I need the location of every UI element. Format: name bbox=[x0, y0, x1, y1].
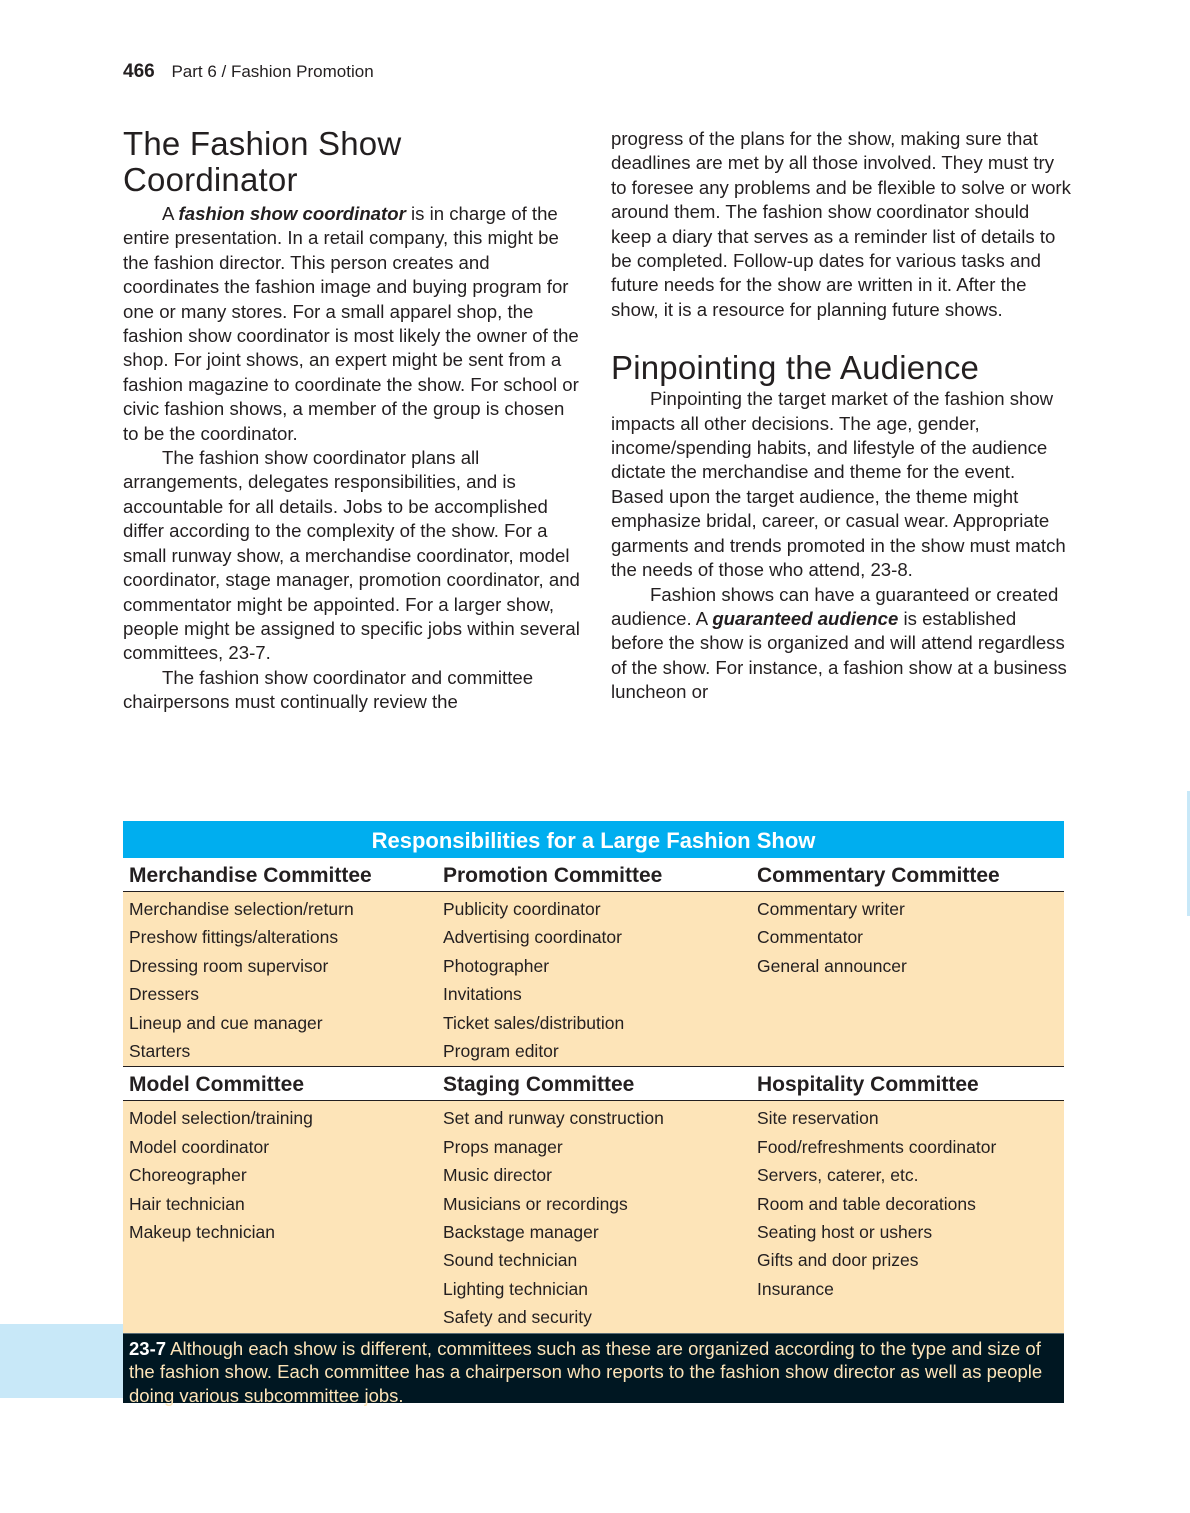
committee-body-row bbox=[123, 1101, 1064, 1332]
list-item: Dressing room supervisor bbox=[129, 955, 329, 976]
list-item: Room and table decorations bbox=[757, 1193, 976, 1214]
list-item: Photographer bbox=[443, 955, 550, 976]
list-item: Starters bbox=[129, 1041, 191, 1062]
list-item: Commentator bbox=[757, 927, 864, 948]
list-item: Safety and security bbox=[443, 1307, 592, 1328]
committee-list bbox=[437, 895, 751, 1065]
list-item: Backstage manager bbox=[443, 1222, 599, 1243]
section-title: Part 6 / Fashion Promotion bbox=[171, 62, 374, 81]
list-item: Hair technician bbox=[129, 1193, 245, 1214]
figure-23-7 bbox=[123, 821, 1064, 1406]
paragraph: The fashion show coordinator and committee chairpersons must continually review the bbox=[123, 666, 534, 713]
left-column bbox=[123, 126, 583, 715]
paragraph: The fashion show coordinator plans all arrangements, delegates responsibilities, and is accountable for all details. Jobs to be accomplished differ according to the complexity of the show. For a small runway show, a merchandise coordinator, model coordinator, stage manager, promotion coordinator, and commentator might be appointed. For a larger show, people might be assigned to specific jobs within several committees, 23-7. bbox=[123, 447, 580, 664]
committee-header: Model Committee bbox=[129, 1073, 305, 1097]
paragraph bbox=[123, 202, 583, 446]
right-column bbox=[611, 127, 1071, 705]
committee-list bbox=[751, 895, 1064, 1065]
list-item: Model selection/training bbox=[129, 1108, 313, 1129]
caption-text: Although each show is different, committees such as these are organized according to the type and size of the fashion show. Each committee has a chairperson who reports to the fashion show director as well as people doing various subcommittee jobs. bbox=[129, 1337, 1043, 1406]
committee-header-row bbox=[123, 858, 1064, 892]
committee-header-row bbox=[123, 1066, 1064, 1101]
figure-title: Responsibilities for a Large Fashion Show bbox=[123, 821, 1064, 858]
committee-header: Merchandise Committee bbox=[129, 864, 372, 887]
list-item: Lineup and cue manager bbox=[129, 1012, 323, 1033]
text: A bbox=[162, 203, 179, 224]
list-item: Props manager bbox=[443, 1136, 563, 1157]
text: is established before the show is organized and will attend regardless of the show. For instance, a fashion show at a business luncheon or bbox=[611, 607, 1067, 703]
list-item: Merchandise selection/return bbox=[129, 899, 354, 919]
list-item: Commentary writer bbox=[757, 899, 905, 919]
list-item: Food/refreshments coordinator bbox=[757, 1136, 997, 1157]
figure-caption bbox=[123, 1333, 1064, 1406]
committee-header: Staging Committee bbox=[443, 1073, 635, 1097]
paragraph: progress of the plans for the show, making sure that deadlines are met by all those involved. They must try to foresee any problems and be flexible to solve or work around them. The fashion show coordinator should keep a diary that serves as a reminder list of details to be completed. Follow-up dates for various tasks and future needs for the show are written in it. After the show, it is a resource for planning future shows. bbox=[611, 128, 1071, 320]
key-term: fashion show coordinator bbox=[178, 203, 406, 224]
committee-header: Commentary Committee bbox=[757, 864, 1000, 887]
list-item: Model coordinator bbox=[129, 1136, 270, 1157]
committee-list bbox=[123, 895, 437, 1065]
list-item: Seating host or ushers bbox=[757, 1222, 933, 1243]
paragraph bbox=[611, 583, 1071, 705]
list-item: Gifts and door prizes bbox=[757, 1250, 919, 1271]
figure-number: 23-7 bbox=[129, 1337, 167, 1359]
caption-side-tab bbox=[0, 1324, 123, 1398]
list-item: Lighting technician bbox=[443, 1278, 588, 1299]
page-number: 466 bbox=[123, 61, 155, 82]
list-item: Insurance bbox=[757, 1278, 834, 1299]
committee-list bbox=[751, 1104, 1064, 1331]
heading-pinpointing-audience: Pinpointing the Audience bbox=[611, 349, 980, 387]
text: Fashion shows can have a guaranteed or created audience. A bbox=[611, 583, 1059, 629]
list-item: Set and runway construction bbox=[443, 1108, 664, 1129]
list-item: Publicity coordinator bbox=[443, 899, 601, 919]
list-item: Makeup technician bbox=[129, 1222, 275, 1243]
committee-header: Promotion Committee bbox=[443, 864, 663, 887]
list-item: Invitations bbox=[443, 984, 522, 1005]
heading-fashion-show-coordinator: The Fashion Show Coordinator bbox=[123, 125, 402, 198]
list-item: Servers, caterer, etc. bbox=[757, 1165, 919, 1186]
list-item: Choreographer bbox=[129, 1165, 247, 1186]
committee-header: Hospitality Committee bbox=[757, 1073, 979, 1097]
list-item: Ticket sales/distribution bbox=[443, 1012, 625, 1033]
paragraph: Pinpointing the target market of the fashion show impacts all other decisions. The age, gender, income/spending habits, and lifestyle of the audience dictate the merchandise and theme for the event. Based upon the target audience, the theme might emphasize bridal, career, or casual wear. Appropriate garments and trends promoted in the show must match the needs of those who attend, 23-8. bbox=[611, 388, 1066, 581]
key-term: guaranteed audience bbox=[712, 607, 899, 629]
list-item: Preshow fittings/alterations bbox=[129, 927, 339, 948]
text: is in charge of the entire presentation. In a retail company, this might be the fashion director. This person creates and coordinates the fashion image and buying program for one or many stores. For a small apparel shop, the fashion show coordinator is most likely the owner of the shop. For joint shows, an expert might be sent from a fashion magazine to coordinate the show. For school or civic fashion shows, a member of the group is chosen to be the coordinator. bbox=[123, 203, 579, 444]
committee-list bbox=[437, 1104, 751, 1331]
running-head bbox=[123, 60, 374, 84]
list-item: Sound technician bbox=[443, 1250, 578, 1271]
committee-list bbox=[123, 1104, 437, 1331]
list-item: Dressers bbox=[129, 984, 200, 1005]
list-item: General announcer bbox=[757, 955, 907, 976]
list-item: Advertising coordinator bbox=[443, 927, 622, 948]
list-item: Site reservation bbox=[757, 1108, 879, 1129]
list-item: Music director bbox=[443, 1165, 552, 1186]
committee-body-row bbox=[123, 892, 1064, 1066]
list-item: Program editor bbox=[443, 1041, 559, 1062]
list-item: Musicians or recordings bbox=[443, 1193, 628, 1214]
